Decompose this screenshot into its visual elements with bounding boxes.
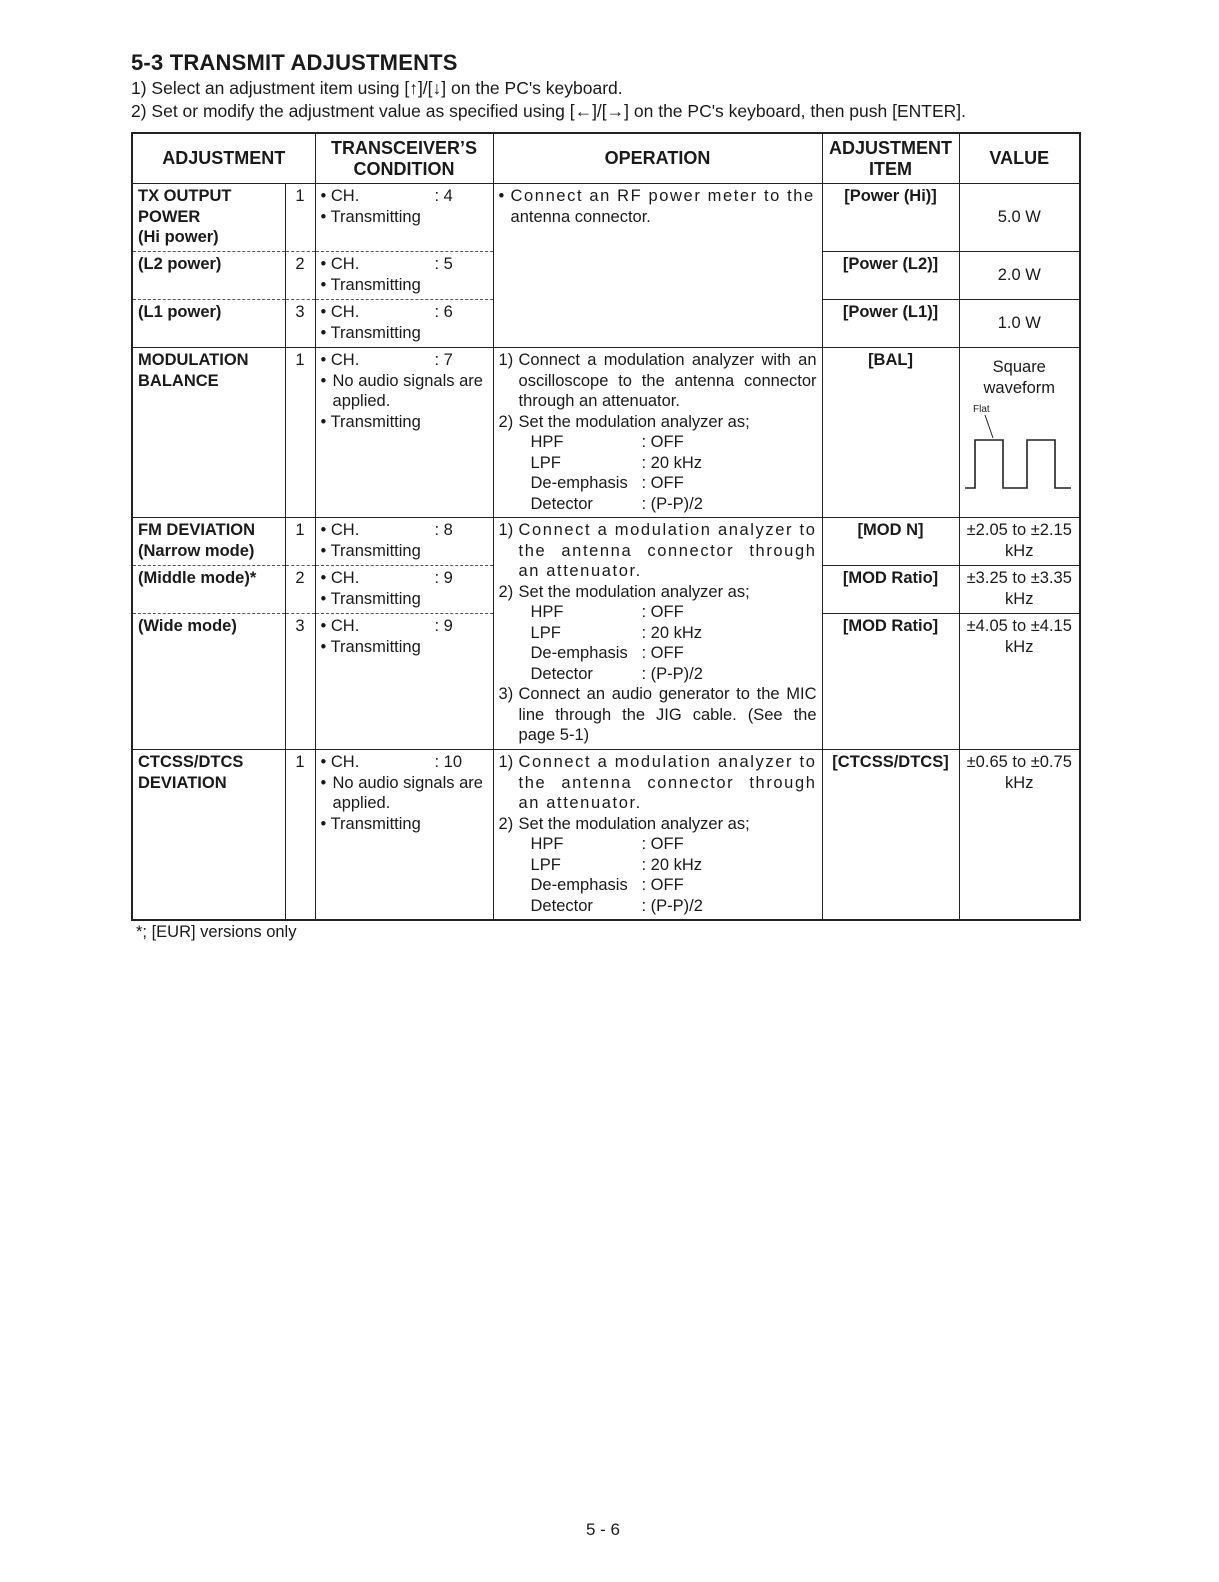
setting-value: : 20 kHz <box>641 623 703 642</box>
step-marker: 2) <box>498 412 514 431</box>
instruction-2: 2) Set or modify the adjustment value as specified using [←]/[→] on the PC's keyboard, then push [ENTER]. <box>131 101 967 121</box>
setting-key: Detector <box>530 494 593 513</box>
setting-value: : OFF <box>641 603 684 621</box>
step-number: 3 <box>285 300 315 348</box>
channel-label: CH. <box>330 753 360 771</box>
step-number: 1 <box>285 518 315 566</box>
setting-value: : OFF <box>641 644 684 662</box>
adjustment-item: [Power (L1)] <box>822 300 959 348</box>
bullet: • <box>320 569 327 587</box>
adjustment-name-line: CTCSS/DTCS <box>138 753 244 771</box>
setting-key: Detector <box>530 896 593 915</box>
channel-label: CH. <box>330 569 360 587</box>
transmitting-line <box>321 275 488 296</box>
analyzer-setting <box>499 432 817 453</box>
bullet: • <box>320 521 327 539</box>
bullet: • <box>320 637 327 656</box>
adjustment-value <box>959 518 1080 566</box>
operation-cell <box>493 518 822 750</box>
channel-line <box>321 616 488 637</box>
adjustment-value <box>959 566 1080 614</box>
operation-step <box>499 582 817 603</box>
step-marker: 1) <box>498 521 514 539</box>
bullet: • <box>320 303 327 321</box>
operation-step <box>499 520 817 582</box>
step-number: 2 <box>285 566 315 614</box>
value-line: kHz <box>1005 541 1034 560</box>
bullet: • <box>320 773 327 792</box>
setting-value: : (P-P)/2 <box>641 494 703 513</box>
square-waveform-icon <box>965 400 1075 492</box>
operation-cell <box>493 184 822 348</box>
setting-key: LPF <box>530 855 561 874</box>
bullet: • <box>320 589 327 608</box>
adjustment-name-line: BALANCE <box>138 371 219 390</box>
adjustment-item: [Power (L2)] <box>822 252 959 300</box>
bullet: • <box>320 275 327 294</box>
channel-value: : 9 <box>434 617 453 635</box>
no-audio-line <box>321 371 488 412</box>
header-condition-line1: TRANSCEIVER’S <box>331 137 478 158</box>
step-number: 1 <box>285 184 315 252</box>
setting-key: LPF <box>530 623 561 642</box>
operation-text-cont: antenna connector. <box>510 207 651 226</box>
condition-cell <box>315 184 493 252</box>
setting-key: HPF <box>530 433 564 451</box>
bullet: • <box>320 255 327 273</box>
transmitting-text: Transmitting <box>330 637 421 656</box>
operation-text: Set the modulation analyzer as; <box>518 412 750 431</box>
condition-cell <box>315 300 493 348</box>
no-audio-text: applied. <box>332 794 391 812</box>
channel-line <box>321 186 488 207</box>
analyzer-setting <box>499 602 817 623</box>
setting-key: HPF <box>530 835 564 853</box>
instruction-1: 1) Select an adjustment item using [↑]/[↓] on the PC's keyboard. <box>131 78 623 98</box>
operation-text: Set the modulation analyzer as; <box>518 814 750 833</box>
bullet: • <box>320 207 327 226</box>
transmitting-text: Transmitting <box>330 541 421 560</box>
header-row <box>132 133 1080 184</box>
step-marker: 2) <box>498 582 514 601</box>
value-line: kHz <box>1005 637 1034 656</box>
operation-cell <box>493 348 822 518</box>
operation-text: Connect a modulation analyzer with an oscilloscope to the antenna connector through an attenuator. <box>518 351 817 410</box>
no-audio-text: applied. <box>332 392 391 410</box>
adjustment-name <box>132 750 285 920</box>
analyzer-setting <box>499 494 817 515</box>
bullet: • <box>320 753 327 771</box>
adjustment-value <box>959 614 1080 750</box>
value-line: ±3.25 to ±3.35 <box>966 569 1072 587</box>
analyzer-setting <box>499 453 817 474</box>
condition-cell <box>315 348 493 518</box>
adjustment-name-line: TX OUTPUT <box>138 187 232 205</box>
adjustment-name-line: DEVIATION <box>138 773 227 792</box>
no-audio-line <box>321 773 488 814</box>
header-item-line2: ITEM <box>869 158 913 179</box>
value-line: Square <box>992 358 1046 376</box>
transmitting-line <box>321 412 488 433</box>
header-condition <box>315 133 493 184</box>
table-row-ctcss-dtcs <box>132 750 1080 920</box>
step-number: 3 <box>285 614 315 750</box>
condition-cell <box>315 614 493 750</box>
setting-key: De-emphasis <box>530 474 628 492</box>
channel-line <box>321 568 488 589</box>
adjustment-value <box>959 750 1080 920</box>
transmitting-line <box>321 814 488 835</box>
setting-value: : (P-P)/2 <box>641 896 703 915</box>
transmitting-line <box>321 589 488 610</box>
condition-cell <box>315 518 493 566</box>
operation-text: Connect an RF power meter to the <box>510 187 815 205</box>
value-line: kHz <box>1005 589 1034 608</box>
analyzer-setting <box>499 855 817 876</box>
transmitting-line <box>321 637 488 658</box>
channel-value: : 9 <box>434 569 453 587</box>
transmitting-text: Transmitting <box>330 589 421 608</box>
value-line: ±4.05 to ±4.15 <box>966 617 1072 635</box>
analyzer-setting <box>499 473 817 494</box>
setting-value: : 20 kHz <box>641 855 703 874</box>
step-number: 1 <box>285 348 315 518</box>
analyzer-setting <box>499 643 817 664</box>
setting-value: : OFF <box>641 876 684 894</box>
condition-cell <box>315 566 493 614</box>
transmitting-text: Transmitting <box>330 412 421 431</box>
channel-label: CH. <box>330 255 360 273</box>
operation-text: Connect a modulation analyzer to the antenna connector through an attenuator. <box>518 521 817 580</box>
channel-value: : 5 <box>434 255 453 273</box>
channel-label: CH. <box>330 617 360 635</box>
setting-value: : OFF <box>641 474 684 492</box>
step-marker: 3) <box>498 685 514 703</box>
channel-label: CH. <box>330 187 360 205</box>
header-value: VALUE <box>959 133 1080 184</box>
adjustment-name-line: POWER <box>138 207 201 226</box>
bullet: • <box>320 187 327 205</box>
adjustment-item: [MOD Ratio] <box>822 614 959 750</box>
adjustment-name: (Middle mode)* <box>132 566 285 614</box>
setting-key: LPF <box>530 453 561 472</box>
adjustment-item: [BAL] <box>822 348 959 518</box>
adjustment-name-line: (Hi power) <box>138 228 219 246</box>
transmitting-line <box>321 541 488 562</box>
channel-line <box>321 254 488 275</box>
bullet: • <box>320 541 327 560</box>
operation-text: Connect a modulation analyzer to the antenna connector through an attenuator. <box>518 753 817 812</box>
header-item <box>822 133 959 184</box>
step-marker: 1) <box>498 753 514 771</box>
setting-key: De-emphasis <box>530 644 628 662</box>
adjustment-name <box>132 348 285 518</box>
setting-key: De-emphasis <box>530 876 628 894</box>
value-line: ±2.05 to ±2.15 <box>966 521 1072 539</box>
step-number: 2 <box>285 252 315 300</box>
value-line: waveform <box>983 378 1056 397</box>
header-item-line1: ADJUSTMENT <box>829 137 953 158</box>
step-marker: 2) <box>498 814 514 833</box>
analyzer-setting <box>499 834 817 855</box>
operation-step <box>499 752 817 814</box>
setting-value: : OFF <box>641 433 684 451</box>
bullet: • <box>320 351 327 369</box>
flat-label: Flat <box>972 404 990 415</box>
adjustment-name: (L2 power) <box>132 252 285 300</box>
channel-value: : 10 <box>434 753 463 771</box>
adjustment-item: [Power (Hi)] <box>822 184 959 252</box>
channel-label: CH. <box>330 303 360 321</box>
transmit-adjustments-table <box>131 132 1081 921</box>
analyzer-setting <box>499 623 817 644</box>
adjustment-name-line: MODULATION <box>138 351 249 369</box>
adjustment-name-line: (Narrow mode) <box>138 541 255 560</box>
step-number: 1 <box>285 750 315 920</box>
bullet: • <box>498 187 505 205</box>
step-marker: 1) <box>498 351 514 369</box>
header-adjustment: ADJUSTMENT <box>132 133 315 184</box>
flat-pointer <box>985 415 993 438</box>
bullet: • <box>320 412 327 431</box>
square-wave-path <box>965 440 1071 488</box>
operation-text: Set the modulation analyzer as; <box>518 582 750 601</box>
operation-cell <box>493 750 822 920</box>
condition-cell <box>315 252 493 300</box>
value-line: ±0.65 to ±0.75 <box>966 753 1072 771</box>
channel-line <box>321 302 488 323</box>
operation-text: Connect an audio generator to the MIC line through the JIG cable. (See the page 5-1) <box>518 685 817 744</box>
channel-line <box>321 520 488 541</box>
header-condition-line2: CONDITION <box>353 158 455 179</box>
adjustment-value: 5.0 W <box>959 184 1080 252</box>
bullet: • <box>320 323 327 342</box>
adjustment-name: (Wide mode) <box>132 614 285 750</box>
channel-value: : 6 <box>434 303 453 321</box>
operation-step <box>499 684 817 746</box>
setting-key: Detector <box>530 664 593 683</box>
channel-value: : 8 <box>434 521 453 539</box>
adjustment-name-line: FM DEVIATION <box>138 521 256 539</box>
setting-value: : OFF <box>641 835 684 853</box>
transmitting-text: Transmitting <box>330 207 421 226</box>
setting-key: HPF <box>530 603 564 621</box>
analyzer-setting <box>499 875 817 896</box>
transmitting-line <box>321 207 488 228</box>
operation-step <box>499 350 817 412</box>
adjustment-value: 2.0 W <box>959 252 1080 300</box>
channel-value: : 4 <box>434 187 453 205</box>
adjustment-value: 1.0 W <box>959 300 1080 348</box>
transmitting-text: Transmitting <box>330 323 421 342</box>
section-heading: 5-3 TRANSMIT ADJUSTMENTS <box>131 50 458 75</box>
transmitting-text: Transmitting <box>330 275 421 294</box>
footnote: *; [EUR] versions only <box>136 923 297 941</box>
bullet: • <box>320 371 327 390</box>
adjustment-value <box>959 348 1080 518</box>
transmitting-line <box>321 323 488 344</box>
channel-label: CH. <box>330 521 360 539</box>
setting-value: : (P-P)/2 <box>641 664 703 683</box>
bullet: • <box>320 617 327 635</box>
adjustment-name <box>132 184 285 252</box>
adjustment-name: (L1 power) <box>132 300 285 348</box>
page-number: 5 - 6 <box>586 1520 621 1539</box>
analyzer-setting <box>499 664 817 685</box>
channel-value: : 7 <box>434 351 453 369</box>
operation-step <box>499 186 817 207</box>
transmitting-text: Transmitting <box>330 814 421 833</box>
setting-value: : 20 kHz <box>641 453 703 472</box>
operation-step <box>499 412 817 433</box>
table-row-modulation-balance <box>132 348 1080 518</box>
header-operation: OPERATION <box>493 133 822 184</box>
operation-step <box>499 814 817 835</box>
adjustment-item: [MOD Ratio] <box>822 566 959 614</box>
channel-label: CH. <box>330 351 360 369</box>
value-line: kHz <box>1005 773 1034 792</box>
table-row-fm-narrow <box>132 518 1080 566</box>
no-audio-text: No audio signals are <box>332 371 483 390</box>
bullet: • <box>320 814 327 833</box>
channel-line <box>321 752 488 773</box>
analyzer-setting <box>499 896 817 917</box>
adjustment-name <box>132 518 285 566</box>
condition-cell <box>315 750 493 920</box>
adjustment-item: [MOD N] <box>822 518 959 566</box>
channel-line <box>321 350 488 371</box>
table-row-tx-hi <box>132 184 1080 252</box>
adjustment-item: [CTCSS/DTCS] <box>822 750 959 920</box>
no-audio-text: No audio signals are <box>332 773 483 792</box>
